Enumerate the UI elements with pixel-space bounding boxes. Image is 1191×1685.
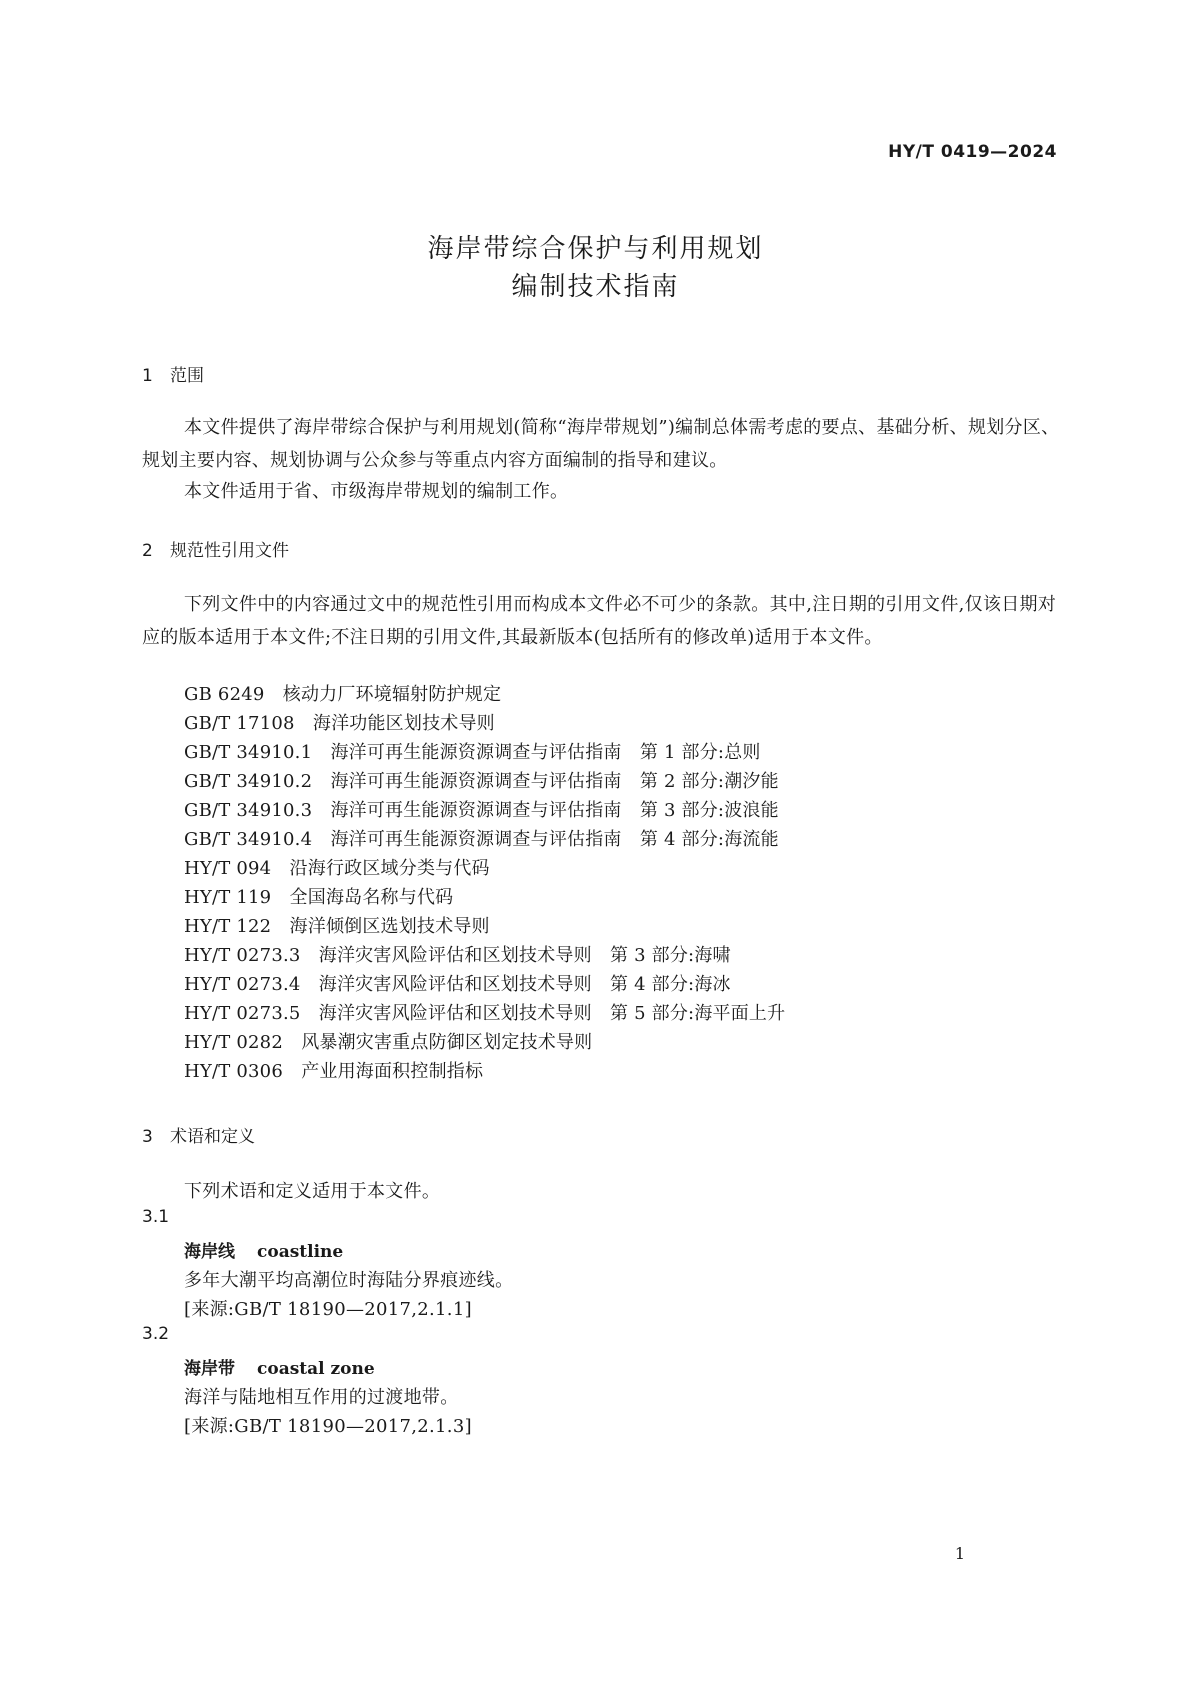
reference-code: HY/T 0306	[184, 1061, 283, 1082]
normative-intro: 下列文件中的内容通过文中的规范性引用而构成本文件必不可少的条款。其中,注日期的引用文件,仅该日期对应的版本适用于本文件;不注日期的引用文件,其最新版本(包括所有的修改单)适用于本文件。	[142, 594, 1057, 648]
reference-code: GB 6249	[184, 684, 265, 705]
reference-title: 海洋可再生能源资源调查与评估指南 第 1 部分:总则	[330, 742, 761, 763]
reference-item	[184, 1057, 483, 1083]
section-heading-terms	[142, 1122, 255, 1147]
document-title-line1: 海岸带综合保护与利用规划	[427, 234, 764, 264]
reference-title: 海洋灾害风险评估和区划技术导则 第 5 部分:海平面上升	[318, 1003, 786, 1024]
reference-item	[184, 1028, 592, 1054]
reference-code: HY/T 094	[184, 858, 272, 879]
reference-item	[184, 738, 761, 764]
scope-paragraph-1: 本文件提供了海岸带综合保护与利用规划(简称“海岸带规划”)编制总体需考虑的要点、基础分析、规划分区、规划主要内容、规划协调与公众参与等重点内容方面编制的指导和建议。	[142, 417, 1060, 471]
reference-code: GB/T 34910.3	[184, 800, 313, 821]
reference-item	[184, 883, 453, 909]
reference-item	[184, 941, 731, 967]
term-number: 3.2	[142, 1324, 170, 1344]
reference-item	[184, 825, 779, 851]
reference-code: HY/T 119	[184, 887, 272, 908]
reference-title: 海洋可再生能源资源调查与评估指南 第 3 部分:波浪能	[330, 800, 779, 821]
reference-code: GB/T 17108	[184, 713, 295, 734]
section-heading-normative	[142, 536, 289, 561]
reference-title: 海洋功能区划技术导则	[312, 713, 495, 734]
reference-code: HY/T 0273.3	[184, 945, 301, 966]
term-heading	[184, 1237, 343, 1262]
reference-code: HY/T 0282	[184, 1032, 283, 1053]
reference-title: 风暴潮灾害重点防御区划定技术导则	[301, 1032, 593, 1053]
page-number: 1	[954, 1544, 965, 1563]
section-heading-scope	[142, 361, 204, 386]
reference-item	[184, 709, 495, 735]
term-definition: 多年大潮平均高潮位时海陆分界痕迹线。	[184, 1270, 514, 1291]
reference-item	[184, 767, 779, 793]
term-heading	[184, 1354, 375, 1379]
reference-title: 海洋可再生能源资源调查与评估指南 第 2 部分:潮汐能	[330, 771, 779, 792]
term-zh: 海岸带	[184, 1359, 235, 1379]
term-source: [来源:GB/T 18190—2017,2.1.1]	[184, 1299, 472, 1320]
term-en: coastline	[257, 1242, 344, 1262]
reference-code: GB/T 34910.4	[184, 829, 313, 850]
term-zh: 海岸线	[184, 1242, 235, 1262]
reference-title: 海洋灾害风险评估和区划技术导则 第 4 部分:海冰	[318, 974, 731, 995]
reference-item	[184, 999, 785, 1025]
reference-title: 产业用海面积控制指标	[301, 1061, 484, 1082]
reference-code: GB/T 34910.2	[184, 771, 313, 792]
reference-code: HY/T 0273.5	[184, 1003, 301, 1024]
reference-code: HY/T 0273.4	[184, 974, 301, 995]
section-title: 范围	[170, 366, 204, 386]
section-title: 术语和定义	[170, 1127, 255, 1147]
reference-title: 海洋灾害风险评估和区划技术导则 第 3 部分:海啸	[318, 945, 731, 966]
term-number: 3.1	[142, 1207, 170, 1227]
reference-title: 沿海行政区域分类与代码	[289, 858, 490, 879]
reference-item	[184, 854, 490, 880]
terms-intro: 下列术语和定义适用于本文件。	[184, 1181, 441, 1202]
reference-title: 海洋倾倒区选划技术导则	[289, 916, 490, 937]
section-title: 规范性引用文件	[170, 541, 289, 561]
section-number: 2	[142, 541, 153, 561]
reference-title: 核动力厂环境辐射防护规定	[282, 684, 502, 705]
reference-item	[184, 970, 731, 996]
reference-title: 海洋可再生能源资源调查与评估指南 第 4 部分:海流能	[330, 829, 779, 850]
reference-item	[184, 796, 779, 822]
reference-title: 全国海岛名称与代码	[289, 887, 454, 908]
section-number: 3	[142, 1127, 153, 1147]
reference-code: GB/T 34910.1	[184, 742, 313, 763]
standard-code-header: HY/T 0419—2024	[888, 142, 1057, 162]
document-title-line2: 编制技术指南	[511, 272, 680, 302]
reference-item	[184, 680, 501, 706]
term-definition: 海洋与陆地相互作用的过渡地带。	[184, 1387, 459, 1408]
reference-item	[184, 912, 490, 938]
scope-paragraph-2: 本文件适用于省、市级海岸带规划的编制工作。	[184, 481, 569, 502]
section-number: 1	[142, 366, 153, 386]
reference-code: HY/T 122	[184, 916, 272, 937]
term-en: coastal zone	[257, 1359, 375, 1379]
term-source: [来源:GB/T 18190—2017,2.1.3]	[184, 1416, 472, 1437]
